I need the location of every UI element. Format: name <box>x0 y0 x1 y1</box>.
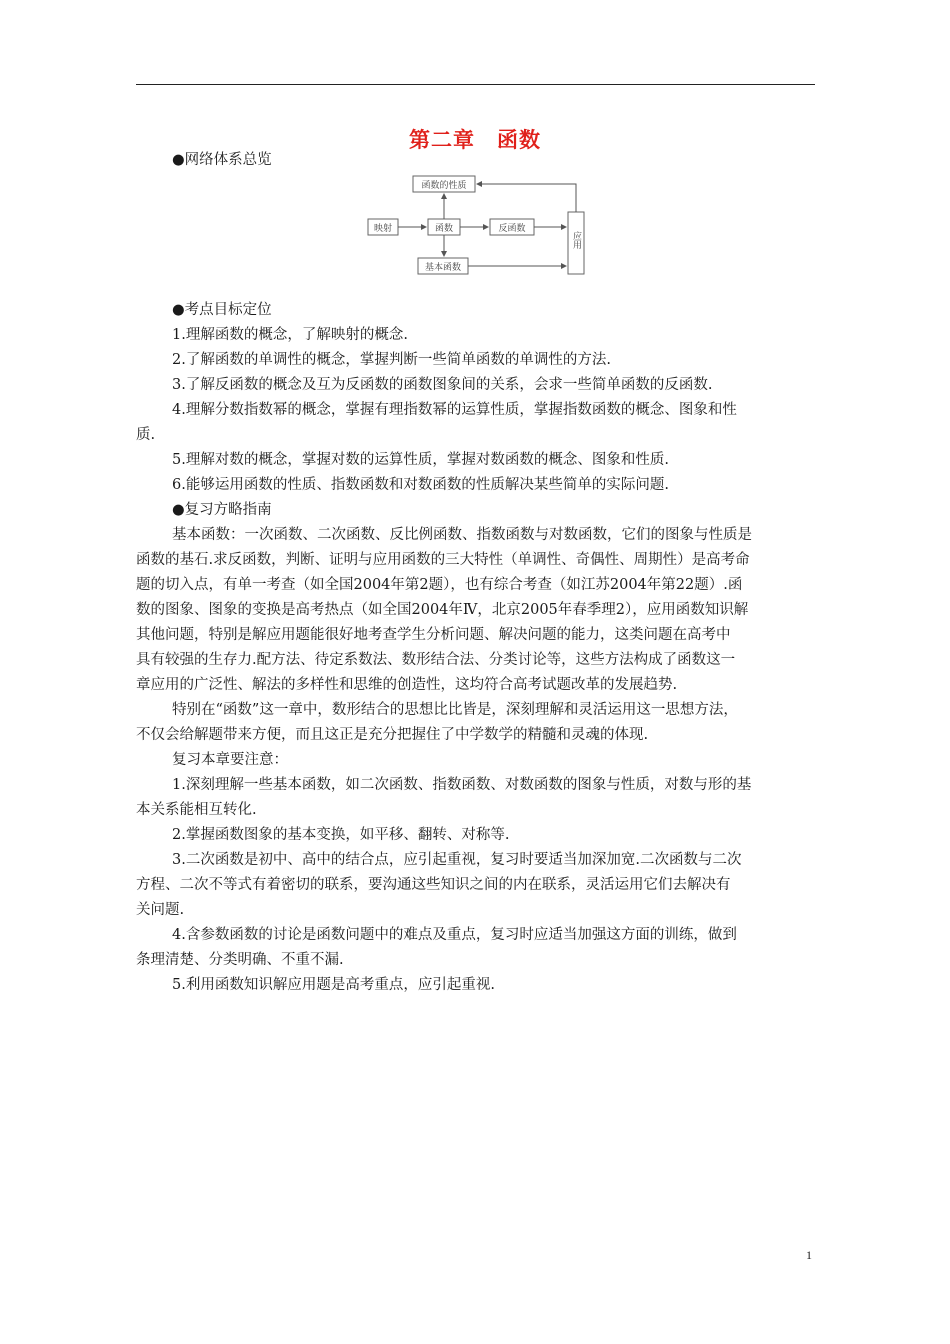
note-item-3-cont: 关问题. <box>136 902 185 918</box>
concept-diagram <box>366 174 586 278</box>
target-item-4: 4.理解分数指数幂的概念，掌握有理指数幂的运算性质，掌握指数函数的概念、图象和性 <box>172 402 737 418</box>
strategy-paragraph-line: 其他问题，特别是解应用题能很好地考查学生分析问题、解决问题的能力，这类问题在高考中 <box>136 627 731 643</box>
note-item-3-cont: 方程、二次不等式有着密切的联系，要沟通这些知识之间的内在联系，灵活运用它们去解决有 <box>136 877 731 893</box>
diagram-label-mapping: 映射 <box>373 224 393 234</box>
section-heading-strategy: ●复习方略指南 <box>172 502 272 518</box>
target-item-6: 6.能够运用函数的性质、指数函数和对数函数的性质解决某些简单的实际问题. <box>172 477 669 493</box>
notes-heading: 复习本章要注意： <box>172 752 288 768</box>
strategy-paragraph-line: 函数的基石.求反函数，判断、证明与应用函数的三大特性（单调性、奇偶性、周期性）是高考命 <box>136 552 750 568</box>
section-heading-targets: ●考点目标定位 <box>172 302 272 318</box>
note-item-3: 3.二次函数是初中、高中的结合点，应引起重视，复习时要适当加深加宽.二次函数与二次 <box>172 852 742 868</box>
diagram-label-basic: 基本函数 <box>424 263 462 273</box>
diagram-label-application: 应用 <box>571 231 581 249</box>
target-item-4-cont: 质. <box>136 427 156 443</box>
header-rule <box>136 84 815 85</box>
target-item-3: 3.了解反函数的概念及互为反函数的函数图象间的关系，会求一些简单函数的反函数. <box>172 377 713 393</box>
diagram-label-properties: 函数的性质 <box>421 181 467 191</box>
target-item-5: 5.理解对数的概念，掌握对数的运算性质，掌握对数函数的概念、图象和性质. <box>172 452 669 468</box>
chapter-title: 第二章 函数 <box>409 128 541 152</box>
note-item-2: 2.掌握函数图象的基本变换，如平移、翻转、对称等. <box>172 827 510 843</box>
strategy-paragraph-line: 基本函数：一次函数、二次函数、反比例函数、指数函数与对数函数，它们的图象与性质是 <box>172 527 752 543</box>
note-item-4-cont: 条理清楚、分类明确、不重不漏. <box>136 952 344 968</box>
note-item-1: 1.深刻理解一些基本函数，如二次函数、指数函数、对数函数的图象与性质，对数与形的基 <box>172 777 752 793</box>
strategy-paragraph-line: 数的图象、图象的变换是高考热点（如全国2004年Ⅳ，北京2005年春季理2），应用函数知识解 <box>136 602 749 618</box>
arrow-application-properties <box>477 184 576 212</box>
strategy-paragraph-line: 章应用的广泛性、解法的多样性和思维的创造性，这均符合高考试题改革的发展趋势. <box>136 677 678 693</box>
note-item-5: 5.利用函数知识解应用题是高考重点，应引起重视. <box>172 977 495 993</box>
note-item-4: 4.含参数函数的讨论是函数问题中的难点及重点，复习时应适当加强这方面的训练，做到 <box>172 927 737 943</box>
section-heading-overview: ●网络体系总览 <box>172 152 272 168</box>
target-item-2: 2.了解函数的单调性的概念，掌握判断一些简单函数的单调性的方法. <box>172 352 611 368</box>
strategy-paragraph-line: 特别在“函数”这一章中，数形结合的思想比比皆是，深刻理解和灵活运用这一思想方法， <box>172 702 738 718</box>
note-item-1-cont: 本关系能相互转化. <box>136 802 257 818</box>
diagram-label-inverse: 反函数 <box>498 224 526 234</box>
page-number: 1 <box>806 1248 812 1262</box>
target-item-1: 1.理解函数的概念，了解映射的概念. <box>172 327 408 343</box>
strategy-paragraph-line: 具有较强的生存力.配方法、待定系数法、数形结合法、分类讨论等，这些方法构成了函数这一 <box>136 652 736 668</box>
strategy-paragraph-line: 题的切入点，有单一考查（如全国2004年第2题），也有综合考查（如江苏2004年第22题）.函 <box>136 577 743 593</box>
diagram-label-function: 函数 <box>434 224 454 234</box>
strategy-paragraph-line: 不仅会给解题带来方便，而且这正是充分把握住了中学数学的精髓和灵魂的体现. <box>136 727 649 743</box>
